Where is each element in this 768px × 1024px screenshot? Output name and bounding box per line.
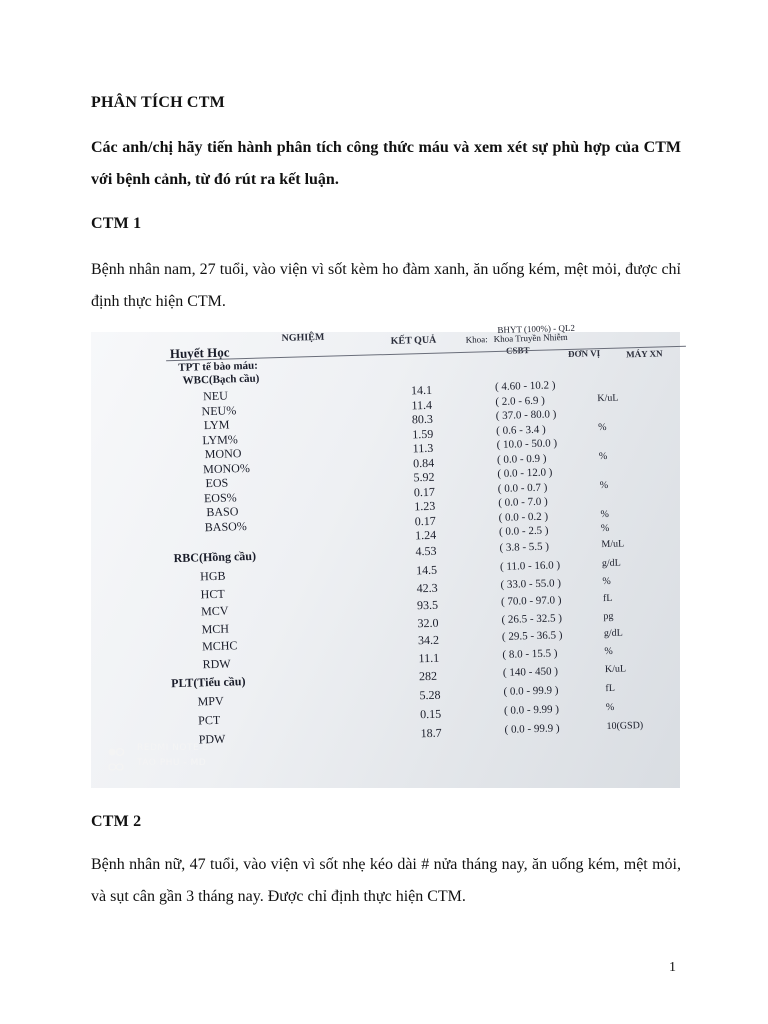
row-unit: fL [605, 682, 616, 695]
row-unit: % [600, 522, 610, 535]
row-ref-range: ( 0.0 - 2.5 ) [498, 524, 549, 538]
row-ref-range: ( 0.0 - 99.9 ) [504, 722, 560, 736]
row-name: LYM% [202, 431, 239, 447]
column-header-machine: MÁY XN [625, 348, 663, 360]
case2-heading: CTM 2 [91, 813, 142, 830]
watermark-author: TAO PHU - MD [137, 758, 207, 768]
row-unit: % [605, 701, 615, 714]
row-value: 18.7 [420, 725, 442, 741]
row-name: NEU% [201, 402, 237, 418]
row-ref-range: ( 140 - 450 ) [502, 665, 559, 679]
row-ref-range: ( 10.0 - 50.0 ) [496, 437, 558, 452]
subheader-tpt: TPT tế bào máu: [178, 359, 259, 374]
row-name: MONO [204, 446, 242, 462]
row-name: MCHC [201, 638, 238, 654]
row-value: 34.2 [417, 632, 440, 648]
row-unit: K/uL [597, 392, 619, 404]
row-unit: pg [603, 610, 614, 622]
case1-heading: CTM 1 [91, 215, 142, 232]
row-value: 0.15 [419, 706, 442, 722]
row-unit: g/dL [603, 627, 623, 640]
camera-watermark-icon [107, 744, 131, 774]
row-unit: % [600, 508, 610, 520]
row-value: 11.4 [411, 397, 433, 412]
row-ref-range: ( 37.0 - 80.0 ) [495, 408, 557, 423]
row-ref-range: ( 4.60 - 10.2 ) [494, 379, 556, 394]
column-header-result: KẾT QUẢ [390, 334, 437, 347]
row-unit: % [598, 450, 608, 462]
row-value: 14.1 [410, 382, 433, 398]
row-value: 42.3 [416, 580, 438, 595]
row-value: 0.17 [414, 513, 436, 528]
row-name: MPV [197, 693, 224, 709]
row-value: 1.23 [414, 498, 436, 514]
lab-result-sheet [86, 324, 688, 796]
row-ref-range: ( 26.5 - 32.5 ) [501, 611, 563, 626]
row-ref-range: ( 29.5 - 36.5 ) [501, 629, 563, 643]
row-name: PCT [197, 712, 221, 728]
row-unit: % [599, 479, 609, 491]
row-unit: M/uL [601, 538, 625, 551]
row-value: 11.3 [412, 440, 434, 456]
group-plt: PLT(Tiểu cầu) [170, 674, 246, 691]
row-ref-range: ( 33.0 - 55.0 ) [500, 576, 562, 591]
instructions-paragraph: Các anh/chị hãy tiến hành phân tích công thức máu và xem xét sự phù hợp của CTM với bệnh cảnh, từ đó rút ra kết luận. [91, 139, 681, 188]
row-value: 80.3 [411, 411, 434, 427]
row-name: BASO% [204, 518, 247, 534]
row-value: 0.84 [412, 455, 435, 470]
row-ref-range: ( 0.0 - 0.7 ) [497, 481, 548, 495]
row-name: NEU [202, 388, 228, 404]
row-name: MCH [201, 621, 230, 636]
row-value: 11.1 [418, 650, 440, 665]
row-value: 282 [418, 668, 438, 684]
group-rbc: RBC(Hồng cầu) [173, 548, 257, 566]
section-huyet-hoc: Huyết Học [169, 344, 230, 362]
row-value: 1.59 [412, 426, 434, 441]
row-name: HCT [200, 586, 225, 601]
row-name: PDW [198, 731, 226, 747]
document-title: PHÂN TÍCH CTM [91, 94, 225, 111]
row-value: 32.0 [417, 615, 439, 630]
case2-description: Bệnh nhân nữ, 47 tuổi, vào viện vì sốt nhẹ kéo dài # nửa tháng nay, ăn uống kém, mệt mỏi, và sụt cân gần 3 tháng nay. Được chỉ định thực hiện CTM. [91, 856, 681, 905]
header-bhyt: BHYT (100%) - QL2 [497, 322, 576, 335]
header-khoa-name: Khoa Truyền Nhiễm [493, 331, 568, 345]
row-ref-range: ( 0.6 - 3.4 ) [496, 423, 546, 437]
row-name: EOS% [203, 489, 237, 505]
row-name: LYM [203, 417, 230, 433]
lab-result-photo [91, 322, 680, 788]
row-value: 93.5 [416, 597, 439, 613]
row-ref-range: ( 0.0 - 0.2 ) [498, 510, 549, 524]
row-ref-range: ( 0.0 - 12.0 ) [497, 466, 553, 481]
row-ref-range: ( 8.0 - 15.5 ) [502, 646, 558, 661]
row-ref-range: ( 3.8 - 5.5 ) [499, 540, 550, 554]
watermark-device: REDMI NOTE 8 [137, 743, 209, 753]
page-number: 1 [669, 960, 676, 975]
case1-description: Bệnh nhân nam, 27 tuổi, vào viện vì sốt kèm ho đàm xanh, ăn uống kém, mệt mỏi, được chỉ định thực hiện CTM. [91, 261, 681, 310]
row-unit: fL [602, 592, 613, 605]
column-header-nghiem: NGHIỆM [281, 331, 325, 344]
header-khoa-label: Khoa: [465, 334, 488, 345]
row-name: MCV [200, 603, 229, 619]
row-value: 5.92 [413, 469, 435, 485]
row-name: BASO [206, 504, 239, 520]
row-ref-range: ( 11.0 - 16.0 ) [499, 559, 561, 573]
row-name: EOS [205, 475, 229, 491]
row-ref-range: ( 0.0 - 99.9 ) [503, 684, 559, 698]
column-header-unit: ĐƠN VỊ [567, 348, 601, 359]
row-unit: K/uL [604, 663, 627, 676]
row-name: MONO% [202, 460, 251, 476]
row-ref-range: ( 0.0 - 0.9 ) [496, 452, 547, 466]
row-unit: % [598, 421, 607, 433]
row-unit: % [604, 645, 613, 657]
row-ref-range: ( 0.0 - 9.99 ) [503, 703, 560, 717]
header-divider [166, 346, 686, 362]
row-name: RDW [202, 656, 231, 671]
row-value: 4.53 [415, 543, 437, 559]
row-ref-range: ( 0.0 - 7.0 ) [498, 495, 548, 509]
row-ref-range: ( 2.0 - 6.9 ) [495, 394, 546, 408]
row-value: 1.24 [414, 527, 437, 543]
row-unit: g/dL [601, 557, 622, 570]
row-unit: % [602, 575, 611, 587]
row-value: 14.5 [415, 562, 438, 578]
row-value: 0.17 [413, 484, 436, 499]
group-wbc: WBC(Bạch cầu) [182, 372, 260, 387]
row-ref-range: ( 70.0 - 97.0 ) [500, 594, 562, 608]
row-unit: 10(GSD) [606, 720, 644, 733]
row-name: HGB [199, 568, 226, 584]
row-value: 5.28 [419, 687, 441, 703]
